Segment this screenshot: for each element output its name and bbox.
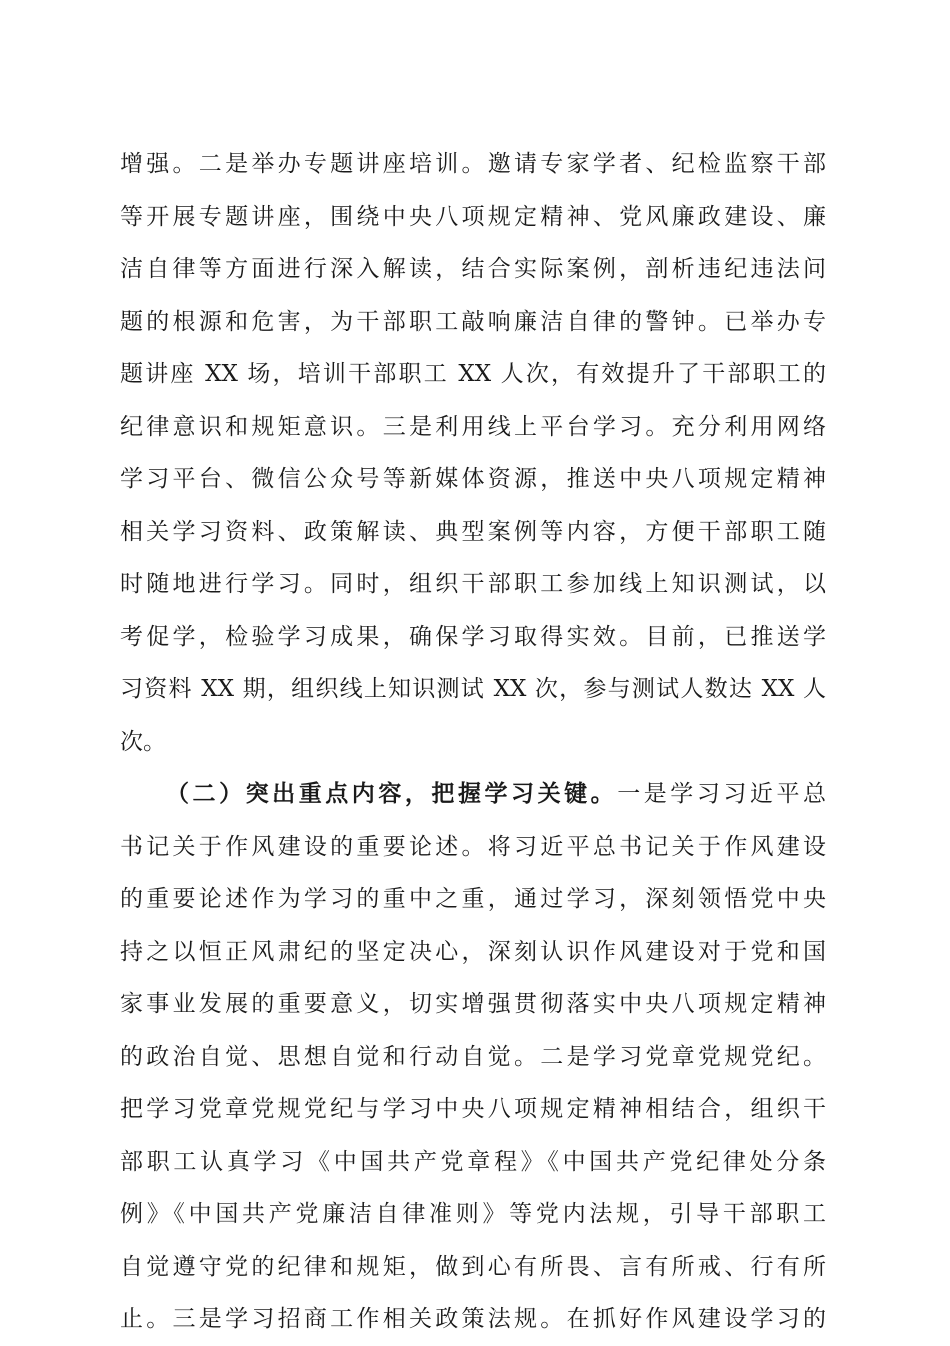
- text-line: 止。三是学习招商工作相关政策法规。在抓好作风建设学习的: [120, 1306, 826, 1332]
- document-body: [120, 138, 826, 1346]
- text-line: 的政治自觉、思想自觉和行动自觉。二是学习党章党规党纪。: [120, 1043, 826, 1070]
- paragraph-1: [120, 138, 826, 768]
- text-line: 次。: [120, 728, 166, 755]
- text-line: 洁自律等方面进行深入解读，结合实际案例，剖析违纪违法问: [120, 256, 826, 282]
- text-line: 习资料 XX 期，组织线上知识测试 XX 次，参与测试人数达 XX 人: [120, 676, 826, 702]
- paragraph-2: [120, 768, 826, 1346]
- text-line: [120, 768, 826, 821]
- text-line: 家事业发展的重要意义，切实增强贯彻落实中央八项规定精神: [120, 991, 826, 1017]
- heading-line-continuation: 一是学习习近平总: [617, 781, 827, 807]
- text-line: 增强。二是举办专题讲座培训。邀请专家学者、纪检监察干部: [120, 151, 826, 177]
- text-line: 纪律意识和规矩意识。三是利用线上平台学习。充分利用网络: [120, 413, 826, 440]
- text-line: 时随地进行学习。同时，组织干部职工参加线上知识测试，以: [120, 571, 826, 597]
- text-line: 例》《中国共产党廉洁自律准则》等党内法规，引导干部职工: [120, 1201, 826, 1227]
- section-heading: （二）突出重点内容，把握学习关键。: [166, 780, 618, 807]
- text-line: 题讲座 XX 场，培训干部职工 XX 人次，有效提升了干部职工的: [120, 361, 826, 387]
- text-line: 书记关于作风建设的重要论述。将习近平总书记关于作风建设: [120, 833, 826, 860]
- text-line: 题的根源和危害，为干部职工敲响廉洁自律的警钟。已举办专: [120, 308, 826, 335]
- text-line: 考促学，检验学习成果，确保学习取得实效。目前，已推送学: [120, 623, 826, 650]
- text-line: 把学习党章党规党纪与学习中央八项规定精神相结合，组织干: [120, 1096, 826, 1122]
- text-line: 持之以恒正风肃纪的坚定决心，深刻认识作风建设对于党和国: [120, 938, 826, 965]
- text-line: 的重要论述作为学习的重中之重，通过学习，深刻领悟党中央: [120, 886, 826, 912]
- text-line: 自觉遵守党的纪律和规矩，做到心有所畏、言有所戒、行有所: [120, 1253, 826, 1280]
- text-line: 部职工认真学习《中国共产党章程》《中国共产党纪律处分条: [120, 1148, 826, 1175]
- text-line: 学习平台、微信公众号等新媒体资源，推送中央八项规定精神: [120, 466, 826, 492]
- text-line: 等开展专题讲座，围绕中央八项规定精神、党风廉政建设、廉: [120, 203, 826, 230]
- text-line: 相关学习资料、政策解读、典型案例等内容，方便干部职工随: [120, 518, 826, 545]
